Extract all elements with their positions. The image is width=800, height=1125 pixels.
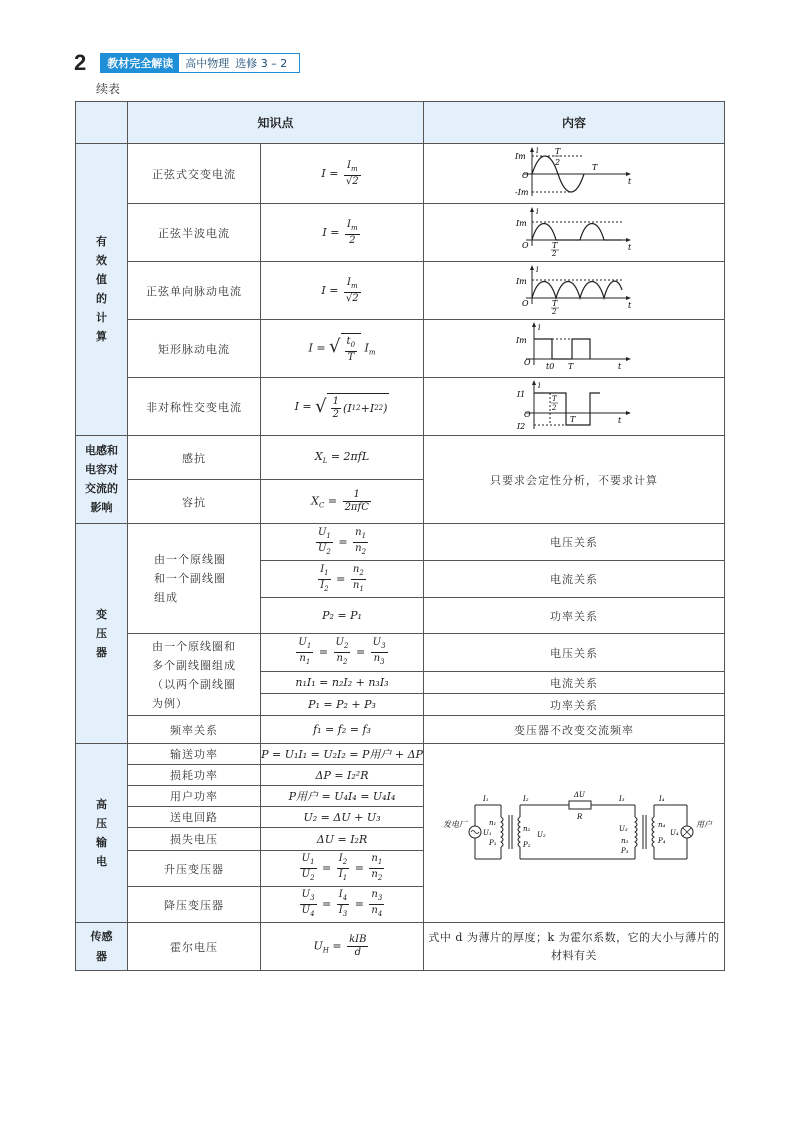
label-two: 2: [552, 308, 557, 316]
coil-n4: [652, 817, 654, 847]
formula-step-down: $\frac{U_3}{U_4}$ = $\frac{I_4}{I_3}$ = $\frac{n_3}{n_4}$: [261, 887, 424, 923]
book-badge: [100, 53, 300, 73]
continued-label: 续表: [96, 82, 121, 96]
formula-rect: I = √ $\frac{t_0}{T}$ $I_m$: [261, 320, 424, 378]
formula-current-ratio: $\frac{I_1}{I_2}$ = $\frac{n_2}{n_1}$: [261, 561, 424, 598]
header-content: 内容: [424, 102, 725, 144]
formula-loss-power: ΔP = I₂²R: [261, 765, 424, 786]
svg-text:U₃: U₃: [619, 824, 628, 833]
label-i2: I2: [517, 422, 526, 431]
desc-frequency: 变压器不改变交流频率: [424, 716, 725, 744]
label-t: T: [568, 362, 574, 371]
label-send-loop: 送电回路: [128, 807, 261, 828]
label-im: Im: [516, 277, 527, 286]
table-row: [76, 204, 725, 262]
svg-text:U₄: U₄: [670, 828, 679, 837]
table-row: [76, 436, 725, 480]
label-im: Im: [516, 219, 527, 228]
formula-power-multi: P₁ = P₂ + P₃: [261, 694, 424, 716]
desc-voltage: 电压关系: [424, 524, 725, 561]
category-effective-value: 有效值的计算: [76, 144, 128, 436]
axis-x-label: t: [628, 301, 632, 310]
label-plant: 发电厂: [443, 819, 468, 829]
hv-circuit-diagram: [439, 787, 713, 877]
page-header: [74, 52, 300, 74]
svg-text:I₃: I₃: [619, 794, 625, 803]
coil-n1: [501, 817, 503, 847]
label-step-up: 升压变压器: [128, 851, 261, 887]
note-qualitative: 只要求会定性分析，不要求计算: [424, 436, 725, 524]
formula-loss-voltage: ΔU = I₂R: [261, 828, 424, 851]
label-t: T: [552, 241, 558, 250]
axis-y-label: i: [536, 207, 539, 216]
row-label: 非对称性交变电流: [128, 378, 261, 436]
desc-current: 电流关系: [424, 672, 725, 694]
label-period: T: [592, 163, 598, 172]
desc-power: 功率关系: [424, 598, 725, 634]
label-hall-voltage: 霍尔电压: [128, 923, 261, 971]
svg-text:P₃: P₃: [621, 846, 629, 855]
label-loss-voltage: 损失电压: [128, 828, 261, 851]
axis-x-label: t: [618, 362, 622, 371]
formula-asym: I = √ $\frac{1}{2}$ ( I 1 2 + I 2 2 ): [261, 378, 424, 436]
label-half-2: 2: [555, 158, 561, 167]
axis-x-label: t: [618, 416, 622, 425]
label-origin: O: [522, 241, 529, 250]
label-user-power: 用户功率: [128, 786, 261, 807]
label-transmit-power: 输送功率: [128, 744, 261, 765]
header-knowledge: 知识点: [128, 102, 424, 144]
row-label: 正弦半波电流: [128, 204, 261, 262]
label-inductive-reactance: 感抗: [128, 436, 261, 480]
formula-voltage-ratio: $\frac{U_1}{U_2}$ = $\frac{n_1}{n_2}$: [261, 524, 424, 561]
badge-course: 选修 3 – 2: [235, 57, 288, 70]
axis-y-label: i: [538, 323, 541, 332]
formula-power-g1: P₂ = P₁: [261, 598, 424, 634]
graph-sine: [514, 144, 634, 200]
desc-current: 电流关系: [424, 561, 725, 598]
label-origin: O: [522, 171, 529, 180]
label-loss-power: 损耗功率: [128, 765, 261, 786]
svg-text:n₂: n₂: [523, 824, 531, 833]
category-sensor: 传感器: [76, 923, 128, 971]
svg-text:U₁: U₁: [483, 828, 492, 837]
formula-hall-voltage: $U_H$ = $\frac{\text{kIB}}{d}$: [261, 923, 424, 971]
label-half-t: T: [555, 147, 561, 156]
graph-full-wave: [514, 264, 634, 314]
label-user: 用户: [696, 819, 713, 829]
svg-text:P₂: P₂: [523, 840, 531, 849]
axis-y-label: i: [536, 146, 539, 155]
graph-half-cell: [424, 204, 725, 262]
formula-user-power: P用户 = U₄I₄ = U₄I₄: [261, 786, 424, 807]
label-capacitive-reactance: 容抗: [128, 480, 261, 524]
table-row: [76, 262, 725, 320]
label-im: Im: [515, 152, 526, 161]
svg-text:I₂: I₂: [523, 794, 529, 803]
category-inductance-capacitance: 电感和电容对交流的影响: [76, 436, 128, 524]
circuit-diagram-cell: [424, 744, 725, 923]
table-row: [76, 320, 725, 378]
formula-voltage-multi: $\frac{U_1}{n_1}$ = $\frac{U_2}{n_2}$ = $\frac{U_3}{n_3}$: [261, 634, 424, 672]
table-header-row: [76, 102, 725, 144]
coil-n2: [518, 817, 520, 847]
table-row: [76, 923, 725, 971]
formula-frequency: f₁ = f₂ = f₃: [261, 716, 424, 744]
table-row: [76, 716, 725, 744]
page-number: 2: [74, 50, 87, 75]
badge-course-info: [179, 54, 299, 72]
resistor-icon: [569, 801, 591, 809]
label-step-down: 降压变压器: [128, 887, 261, 923]
label-origin: O: [522, 299, 529, 308]
label-origin: O: [524, 358, 531, 367]
label-t: T: [570, 415, 576, 424]
table-row: [76, 634, 725, 672]
axis-y-label: i: [536, 265, 539, 274]
desc-power: 功率关系: [424, 694, 725, 716]
graph-rect-pulse: [514, 321, 634, 373]
formula-xc: $X_C$ = $\frac{1}{\text{2πfC}}$: [261, 480, 424, 524]
svg-text:n₁: n₁: [489, 818, 497, 827]
row-label: 正弦单向脉动电流: [128, 262, 261, 320]
svg-text:n₃: n₃: [621, 836, 629, 845]
label-im: Im: [516, 336, 527, 345]
formula-transmit-power: P = U₁I₁ = U₂I₂ = P用户 + ΔP: [261, 744, 424, 765]
label-t-half: T: [552, 395, 557, 403]
header-blank: [76, 102, 128, 144]
desc-hall: 式中 d 为薄片的厚度；k 为霍尔系数，它的大小与薄片的材料有关: [424, 923, 725, 971]
svg-text:ΔU: ΔU: [574, 790, 585, 799]
svg-text:I₁: I₁: [483, 794, 489, 803]
svg-text:P₁: P₁: [489, 838, 497, 847]
table-row: [76, 524, 725, 561]
category-hv-transmission: 高压输电: [76, 744, 128, 923]
label-two: 2: [552, 250, 557, 258]
graph-sine-cell: [424, 144, 725, 204]
graph-asym-cell: [424, 378, 725, 436]
table-row: [76, 144, 725, 204]
formula-sine: I = $\frac{I_m}{√2}$: [261, 144, 424, 204]
label-t0: t0: [546, 362, 555, 371]
svg-text:U₂: U₂: [537, 830, 546, 839]
formula-current-multi: n₁I₁ = n₂I₂ + n₃I₃: [261, 672, 424, 694]
label-t: T: [552, 299, 558, 308]
axis-y-label: i: [538, 381, 541, 390]
graph-half-wave: [514, 206, 634, 256]
svg-text:R: R: [577, 812, 583, 821]
formula-full-wave: I = $\frac{I_m}{√2}$: [261, 262, 424, 320]
badge-series: 教材完全解读: [101, 54, 179, 72]
desc-voltage: 电压关系: [424, 634, 725, 672]
axis-x-label: t: [628, 243, 632, 252]
formula-xl: $X_L = 2\pi fL$: [261, 436, 424, 480]
graph-rect-cell: [424, 320, 725, 378]
transformer-group1-label: 由一个原线圈和一个副线圈组成: [128, 524, 261, 634]
graph-asymmetric: [514, 379, 634, 431]
svg-text:I₄: I₄: [659, 794, 665, 803]
label-origin: O: [524, 410, 531, 419]
category-transformer: 变压器: [76, 524, 128, 744]
label-neg-im: -Im: [515, 188, 529, 197]
knowledge-table: [75, 101, 725, 971]
formula-send-loop: U₂ = ΔU + U₃: [261, 807, 424, 828]
formula-half-wave: I = $\frac{I_m}{2}$: [261, 204, 424, 262]
label-two: 2: [552, 404, 557, 412]
svg-text:P₄: P₄: [658, 836, 666, 845]
row-label: 矩形脉动电流: [128, 320, 261, 378]
svg-text:n₄: n₄: [658, 820, 666, 829]
row-label: 正弦式交变电流: [128, 144, 261, 204]
label-frequency: 频率关系: [128, 716, 261, 744]
graph-full-cell: [424, 262, 725, 320]
formula-step-up: $\frac{U_1}{U_2}$ = $\frac{I_2}{I_1}$ = $\frac{n_1}{n_2}$: [261, 851, 424, 887]
table-row: [76, 378, 725, 436]
coil-n3: [635, 817, 637, 847]
table-row: [76, 744, 725, 765]
label-i1: I1: [517, 390, 526, 399]
axis-x-label: t: [628, 177, 632, 186]
badge-subject: 高中物理: [185, 57, 230, 70]
transformer-group2-label: 由一个原线圈和多个副线圈组成（以两个副线圈为例）: [128, 634, 261, 716]
